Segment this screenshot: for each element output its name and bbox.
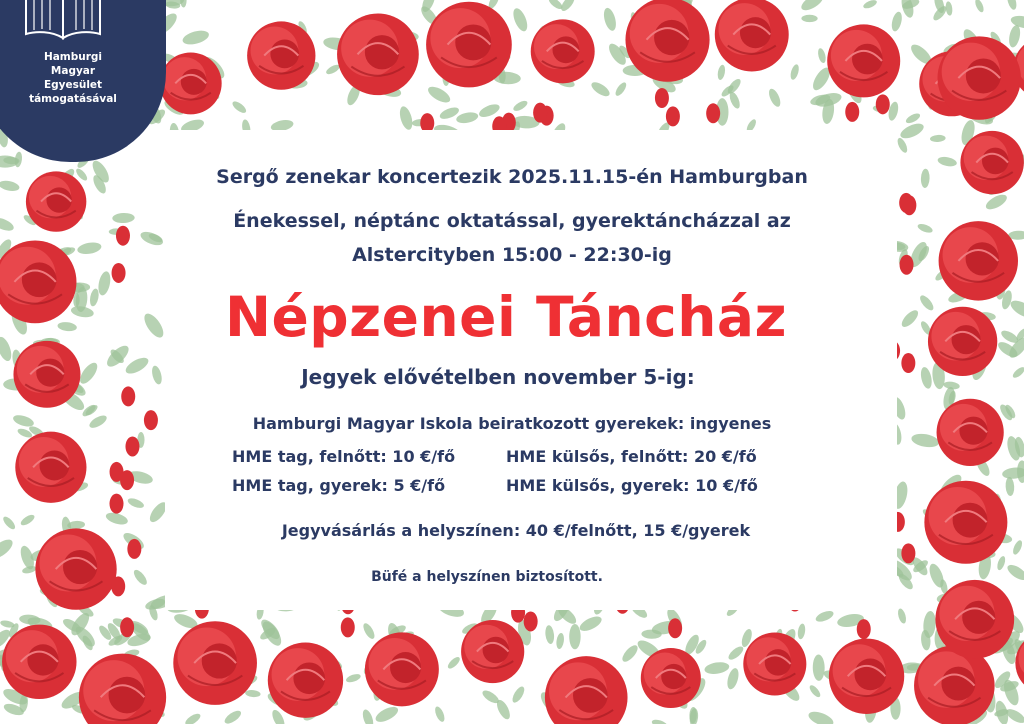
onsite-prices: Jegyvásárlás a helyszínen: 40 €/felnőtt, 15 €/gyerek [281,521,751,540]
presale-heading: Jegyek elővételben november 5-ig: [301,365,695,389]
concert-headline: Sergő zenekar koncertezik 2025.11.15-én Hamburgban [216,166,808,188]
sponsor-text [0,50,146,106]
buffet-note: Büfé a helyszínen biztosított. [371,569,603,585]
sponsor-line: Magyar [50,65,96,77]
sponsor-line: támogatásával [29,93,117,105]
program-line-2: Alstercityben 15:00 - 22:30-ig [352,244,672,266]
price-member-adult: HME tag, felnőtt: 10 €/fő [232,447,456,466]
price-member-child: HME tag, gyerek: 5 €/fő [232,476,446,495]
sponsor-line: Egyesület [43,79,103,91]
open-book-icon [22,0,104,42]
price-external-child: HME külsős, gyerek: 10 €/fő [506,476,758,495]
price-external-adult: HME külsős, felnőtt: 20 €/fő [506,447,757,466]
school-free-entry: Hamburgi Magyar Iskola beiratkozott gyerekek: ingyenes [252,414,772,433]
event-title: Népzenei Táncház [224,285,788,349]
sponsor-line: Hamburgi [43,51,103,63]
program-line-1: Énekessel, néptánc oktatással, gyerektáncházzal az [233,210,791,232]
